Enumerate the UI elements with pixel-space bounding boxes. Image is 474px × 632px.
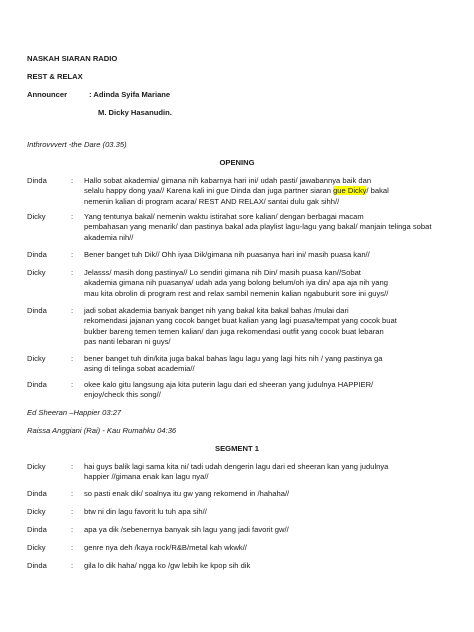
segment-heading: SEGMENT 1 xyxy=(215,444,259,453)
speaker: Dinda xyxy=(27,306,47,315)
speaker: Dinda xyxy=(27,561,47,570)
dialogue-text xyxy=(84,525,449,535)
announcer-2: M. Dicky Hasanudin. xyxy=(98,108,172,117)
colon: : xyxy=(71,212,74,221)
text-line xyxy=(84,186,449,196)
text-line: btw ni din lagu favorit lu tuh apa sih// xyxy=(84,507,207,516)
text-line: asing di telinga sobat academia// xyxy=(84,364,195,374)
colon: : xyxy=(71,489,74,498)
text-line: apa ya dik /sebenernya banyak sih lagu yang jadi favorit gw// xyxy=(84,525,289,534)
text-segment: selalu happy dong yaa// Karena kali ini gue Dinda dan juga partner siaran xyxy=(84,186,334,196)
dialogue-text xyxy=(84,489,449,499)
text-line: enjoy/check this song// xyxy=(84,390,161,400)
speaker: Dinda xyxy=(27,380,47,389)
text-line: pembahasan yang menarik/ dan pastinya bakal ada playlist lagu-lagu yang bakal/ manjain telinga sobat xyxy=(84,222,432,232)
text-line: bukber bareng temen temen kalian/ dan juga rekomendasi outfit yang cocok buat lebaran xyxy=(84,326,384,336)
text-line: hai guys balik lagi sama kita ni/ tadi udah dengerin lagu dari ed sheeran kan yang judulnya xyxy=(84,462,389,471)
text-line: okee kalo gitu langsung aja kita puterin lagu dari ed sheeran yang judulnya HAPPIER/ xyxy=(84,380,374,389)
highlighted-text: gue Dicky xyxy=(333,186,367,196)
dialogue-text xyxy=(84,354,449,375)
dialogue-text xyxy=(84,561,449,571)
speaker: Dinda xyxy=(27,525,47,534)
speaker: Dicky xyxy=(27,543,46,552)
text-line: genre nya deh /kaya rock/R&B/metal kah wkwk// xyxy=(84,543,247,552)
dialogue-text xyxy=(84,462,449,483)
colon: : xyxy=(71,561,74,570)
text-line: gila lo dik haha/ ngga ko /gw lebih ke kpop sih dik xyxy=(84,561,251,570)
colon: : xyxy=(71,306,74,315)
text-line: nemenin kalian di program acara/ REST AND RELAX/ santai dulu gak sihh// xyxy=(84,196,340,206)
document-title: NASKAH SIARAN RADIO xyxy=(27,54,118,63)
speaker: Dicky xyxy=(27,354,46,363)
dialogue-text xyxy=(84,380,449,401)
speaker: Dinda xyxy=(27,176,47,185)
text-line: Bener banget tuh Dik// Ohh iyaa Dik/gimana nih puasanya hari ini/ masih puasa kan// xyxy=(84,250,370,259)
announcer-1: : Adinda Syifa Mariane xyxy=(89,90,171,99)
dialogue-text xyxy=(84,268,449,299)
text-line: Yang tentunya bakal/ nemenin waktu istirahat sore kalian/ dengan berbagai macam xyxy=(84,212,364,221)
dialogue-text xyxy=(84,212,449,243)
colon: : xyxy=(71,250,74,259)
dialogue-text xyxy=(84,250,449,260)
dialogue-text xyxy=(84,507,449,517)
speaker: Dinda xyxy=(27,250,47,259)
colon: : xyxy=(71,176,74,185)
song-entry: Ed Sheeran –Happier 03:27 xyxy=(27,408,122,417)
dialogue-text xyxy=(84,176,449,207)
speaker: Dicky xyxy=(27,462,46,471)
text-line: pas nanti lebaran ni guys/ xyxy=(84,337,171,347)
text-line: akademia gimana nih puasanya/ udah ada yang bolong belum/oh iya din/ apa aja nih yang xyxy=(84,278,388,288)
text-line: rekomendasi jajanan yang cocok banget buat kalian yang lagi puasa/tempat yang cocok buat xyxy=(84,316,397,326)
colon: : xyxy=(71,268,74,277)
colon: : xyxy=(71,380,74,389)
text-segment: / bakal xyxy=(366,186,389,196)
colon: : xyxy=(71,543,74,552)
announcer-label: Announcer xyxy=(27,90,68,99)
text-line: Jelasss/ masih dong pastinya// Lo sendiri gimana nih Din/ masih puasa kan//Sobat xyxy=(84,268,361,277)
program-name: REST & RELAX xyxy=(27,72,83,81)
text-line: happier //gimana enak kan lagu nya// xyxy=(84,472,209,482)
colon: : xyxy=(71,462,74,471)
colon: : xyxy=(71,354,74,363)
song-entry: Raissa Anggiani (Rai) - Kau Rumahku 04:36 xyxy=(27,426,177,435)
announcer-row xyxy=(27,90,327,100)
dialogue-text xyxy=(84,543,449,553)
colon: : xyxy=(71,507,74,516)
dialogue-text xyxy=(84,306,449,348)
opening-heading: OPENING xyxy=(219,158,255,167)
colon: : xyxy=(71,525,74,534)
speaker: Dicky xyxy=(27,268,46,277)
speaker: Dinda xyxy=(27,489,47,498)
text-line: Hallo sobat akademia/ gimana nih kabarnya hari ini/ udah pasti/ jawabannya baik dan xyxy=(84,176,372,185)
speaker: Dicky xyxy=(27,507,46,516)
text-line: bener banget tuh din/kita juga bakal bahas lagu lagu yang lagi hits nih / yang pastinya ga xyxy=(84,354,383,363)
text-line: mau kita obrolin di program rest and relax sambil nemenin kalian ngabuburit sore ini guys// xyxy=(84,288,389,298)
intro-track: Inthrovvvert -the Dare (03.35) xyxy=(27,140,127,149)
text-line: so pasti enak dik/ soalnya itu gw yang rekomend in /hahaha// xyxy=(84,489,290,498)
text-line: akademia nih// xyxy=(84,232,134,242)
text-line: jadi sobat akademia banyak banget nih yang bakal kita bakal bahas /mulai dari xyxy=(84,306,349,315)
speaker: Dicky xyxy=(27,212,46,221)
